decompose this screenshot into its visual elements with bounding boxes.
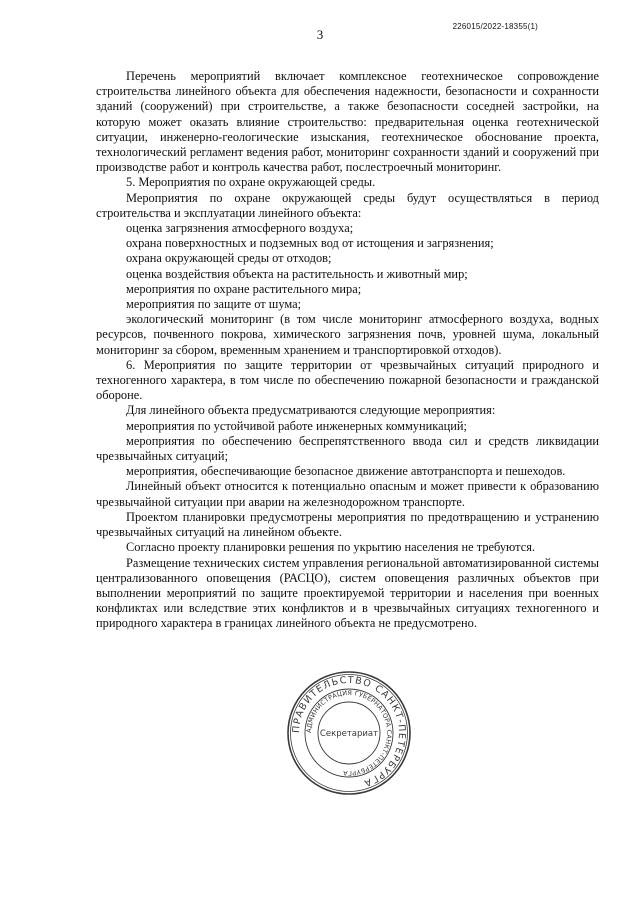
list-item: мероприятия, обеспечивающие безопасное движение автотранспорта и пешеходов. — [126, 464, 566, 479]
list-item: оценка воздействия объекта на растительность и животный мир; — [126, 266, 468, 281]
list-item: мероприятия по устойчивой работе инженерных коммуникаций; — [126, 418, 467, 433]
list-item: охрана окружающей среды от отходов; — [126, 251, 332, 266]
document-number: 226015/2022-18355(1) — [452, 22, 538, 31]
list-item: мероприятия по обеспечению беспрепятственного ввода сил и средств ликвидации чрезвычайных ситуаций; — [96, 433, 599, 464]
list-item: мероприятия по защите от шума; — [126, 297, 302, 312]
list-item: охрана поверхностных и подземных вод от истощения и загрязнения; — [126, 236, 494, 251]
paragraph-measures-intro: Для линейного объекта предусматриваются следующие мероприятия: — [126, 403, 496, 418]
official-stamp — [284, 668, 414, 798]
paragraph-geotech: Перечень мероприятий включает комплексное геотехническое сопровождение строительства линейного объекта для обеспечения надежности, безопасности и сохранности зданий (сооружений) при строительстве, а также безопасности соседней застройки, на которую может оказать влияние строительство: предварительная оценка геотехнической ситуации, инженерно-геологические изыскания, геотехническое обоснование проекта, технологический регламент ведения работ, мониторинг сохранности зданий и сооружений при производстве работ и контроль качества работ, послестроечный мониторинг. — [96, 69, 599, 175]
paragraph-rasco: Размещение технических систем управления региональной автоматизированной системы централизованного оповещения (РАСЦО), систем оповещения различных объектов при выполнении мероприятий по защите проектируемой территории и населения при военных конфликтах или вследствие этих конфликтов и в чрезвычайных ситуациях техногенного и природного характера в границах линейного объекта не предусмотрено. — [96, 555, 599, 631]
document-body — [96, 69, 599, 632]
paragraph-env-intro: Мероприятия по охране окружающей среды будут осуществляться в период строительства и эксплуатации линейного объекта: — [96, 190, 599, 220]
paragraph-hazard: Линейный объект относится к потенциально опасным и может привести к образованию чрезвычайной ситуации при аварии на железнодорожном транспорте. — [96, 479, 599, 509]
list-item: оценка загрязнения атмосферного воздуха; — [126, 221, 354, 236]
paragraph-prevention: Проектом планировки предусмотрены мероприятия по предотвращению и устранению чрезвычайных ситуаций на линейном объекте. — [96, 509, 599, 540]
stamp-outer-text: ПРАВИТЕЛЬСТВО САНКТ-ПЕТЕРБУРГА — [290, 674, 408, 789]
section-6-heading: 6. Мероприятия по защите территории от чрезвычайных ситуаций природного и техногенного характера, в том числе по обеспечению пожарной безопасности и гражданской обороне. — [96, 357, 599, 403]
list-item: мероприятия по охране растительного мира; — [126, 281, 362, 296]
page-number: 3 — [316, 27, 324, 42]
stamp-center-text: Секретариат — [319, 729, 379, 739]
section-5-heading: 5. Мероприятия по охране окружающей среды. — [126, 175, 376, 190]
paragraph-shelter: Согласно проекту планировки решения по укрытию населения не требуются. — [126, 540, 536, 555]
list-item: экологический мониторинг (в том числе мониторинг атмосферного воздуха, водных ресурсов, почвенного покрова, химического загрязнения почв, уровней шума, локальный мониторинг за сбором, временным хранением и транспортировкой отходов). — [96, 312, 599, 357]
stamp-inner-text: АДМИНИСТРАЦИЯ ГУБЕРНАТОРА САНКТ-ПЕТЕРБУРГА — [304, 688, 394, 778]
